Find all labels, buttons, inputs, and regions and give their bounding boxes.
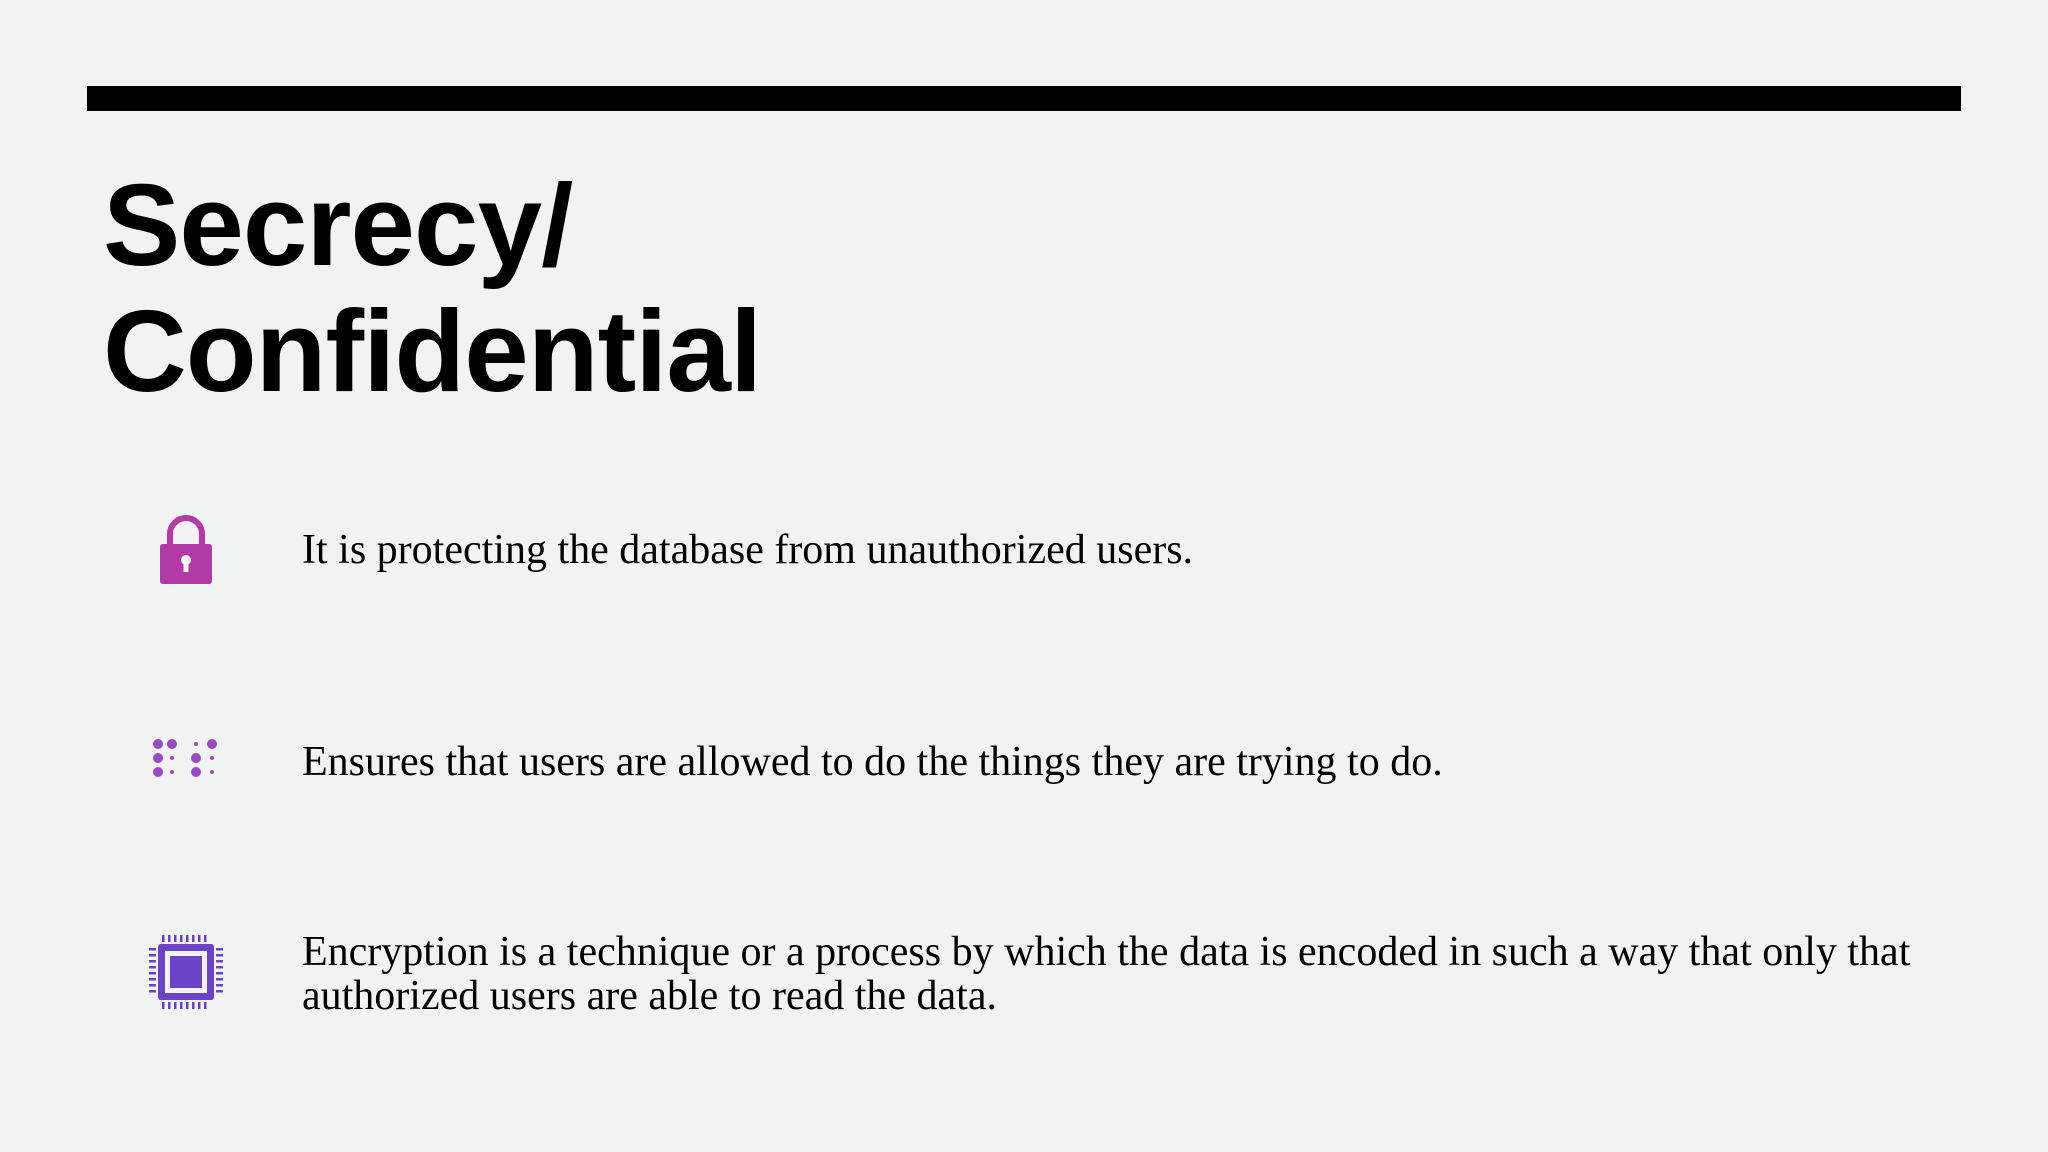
processor-chip-icon: [146, 932, 226, 1012]
processor-chip-icon-graphic: [147, 933, 225, 1011]
slide-title: [103, 162, 761, 414]
braille-dots-icon: [146, 723, 226, 803]
braille-dots-icon-graphic: [152, 738, 220, 788]
bullet-text-2: Ensures that users are allowed to do the things they are trying to do.: [302, 739, 1443, 785]
slide-title-line-1: Secrecy/: [103, 160, 573, 290]
slide-title-line-2: Confidential: [103, 286, 762, 416]
bullet-text-3: Encryption is a technique or a process by which the data is encoded in such a way that only that authorized users are able to read the data.: [302, 929, 1911, 1019]
lock-icon: [146, 510, 226, 590]
lock-icon-graphic: [156, 512, 216, 588]
title-accent-bar: [87, 86, 1961, 111]
bullet-text-1: It is protecting the database from unauthorized users.: [302, 527, 1194, 573]
